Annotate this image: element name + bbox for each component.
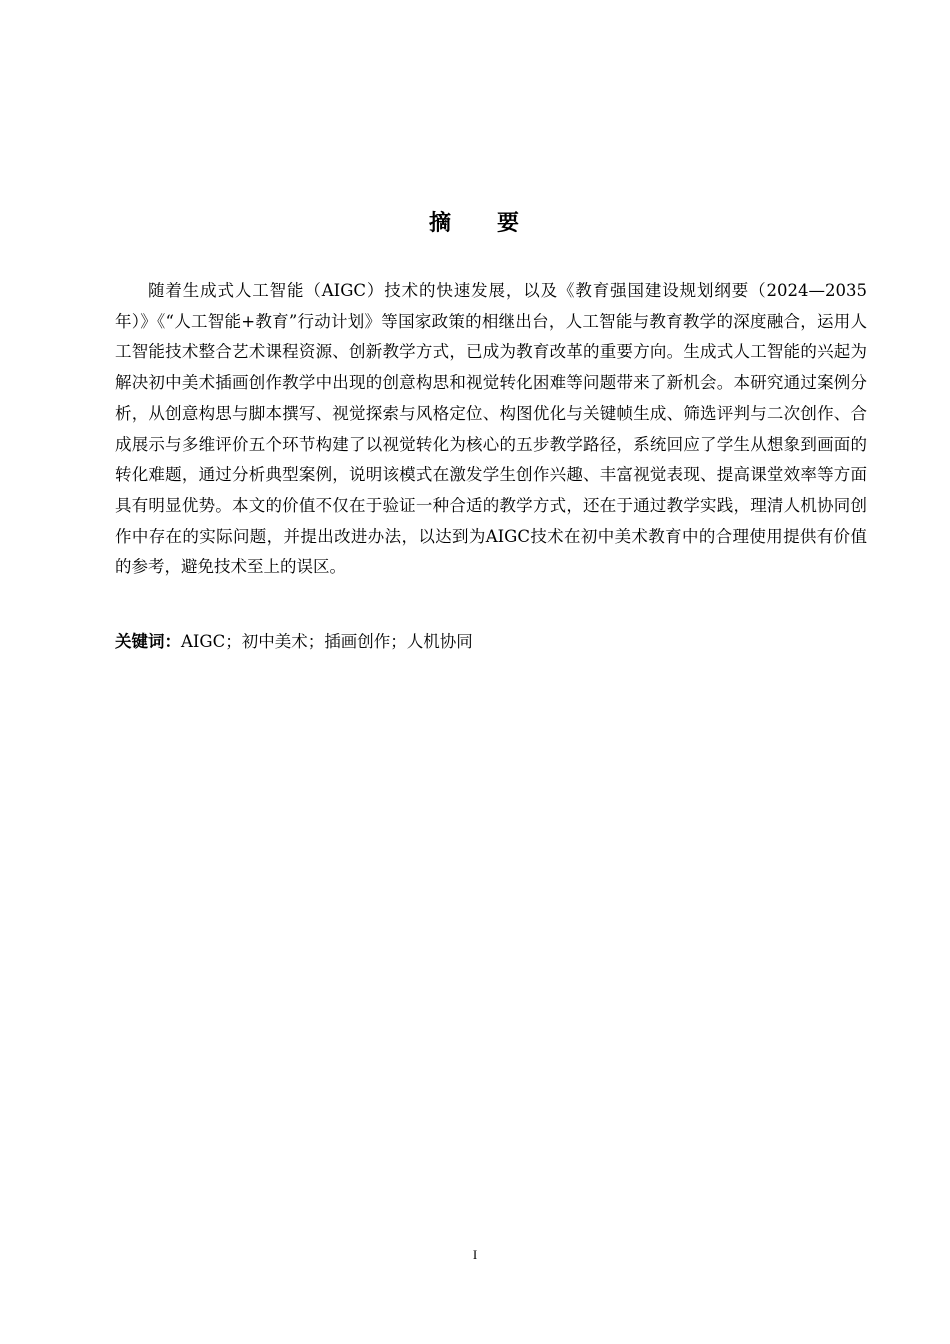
abstract-heading-char-2: 要	[497, 211, 522, 236]
abstract-body: 随着生成式人工智能（AIGC）技术的快速发展，以及《教育强国建设规划纲要（2024—2035年）》《“人工智能+教育”行动计划》等国家政策的相继出台，人工智能与教育教学的深度融合，运用人工智能技术整合艺术课程资源、创新教学方式，已成为教育改革的重要方向。生成式人工智能的兴起为解决初中美术插画创作教学中出现的创意构思和视觉转化困难等问题带来了新机会。本研究通过案例分析，从创意构思与脚本撰写、视觉探索与风格定位、构图优化与关键帧生成、筛选评判与二次创作、合成展示与多维评价五个环节构建了以视觉转化为核心的五步教学路径，系统回应了学生从想象到画面的转化难题，通过分析典型案例，说明该模式在激发学生创作兴趣、丰富视觉表现、提高课堂效率等方面具有明显优势。本文的价值不仅在于验证一种合适的教学方式，还在于通过教学实践，理清人机协同创作中存在的实际问题，并提出改进办法，以达到为AIGC技术在初中美术教育中的合理使用提供有价值的参考，避免技术至上的误区。	[115, 281, 867, 577]
keywords-label: 关键词：	[115, 632, 181, 651]
keywords-line	[115, 627, 867, 657]
abstract-heading-char-1: 摘	[428, 211, 453, 236]
keywords-value: AIGC；初中美术；插画创作；人机协同	[181, 632, 473, 651]
abstract-heading	[0, 208, 950, 240]
page-number: I	[472, 1247, 478, 1262]
